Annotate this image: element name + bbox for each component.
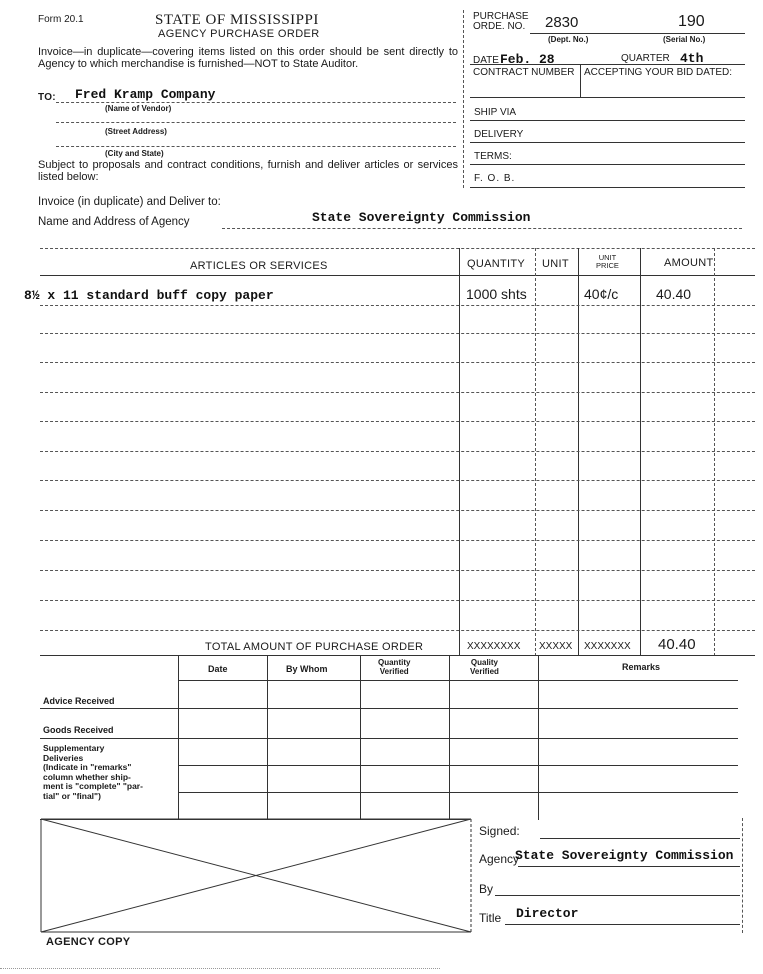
signed-label: Signed: bbox=[479, 824, 520, 838]
ship-via-line bbox=[470, 120, 745, 121]
col-line-quantity bbox=[459, 248, 460, 656]
col-unit-price-line1: UNIT bbox=[598, 253, 617, 262]
total-unit-x: XXXXX bbox=[539, 641, 573, 652]
col-quantity: QUANTITY bbox=[467, 258, 526, 270]
receipt-row-line bbox=[40, 708, 738, 709]
crossed-out-box bbox=[40, 818, 472, 933]
receipt-header-remarks: Remarks bbox=[622, 662, 661, 672]
quarter-value: 4th bbox=[680, 51, 704, 66]
accepting-bid-label: ACCEPTING YOUR BID DATED: bbox=[584, 67, 732, 78]
po-number-line bbox=[530, 33, 745, 34]
col-articles: ARTICLES OR SERVICES bbox=[190, 260, 328, 272]
signature-right-edge bbox=[742, 818, 743, 933]
item-amount: 40.40 bbox=[656, 286, 692, 302]
row-line bbox=[40, 510, 755, 511]
receipt-row-line bbox=[40, 738, 738, 739]
instructions: Invoice—in duplicate—covering items listed on this order should be sent directly to Agency to which merchandise is furnished—NOT to State Auditor. bbox=[38, 46, 458, 70]
ship-via-label: SHIP VIA bbox=[474, 107, 517, 118]
row-supplementary bbox=[43, 744, 143, 801]
row-line bbox=[40, 600, 755, 601]
agency-copy-label: AGENCY COPY bbox=[46, 936, 131, 948]
dept-number: 2830 bbox=[545, 14, 579, 31]
header-divider bbox=[463, 10, 464, 188]
agency-address-value: State Sovereignty Commission bbox=[312, 210, 531, 225]
agency-address-line bbox=[222, 228, 742, 229]
contract-divider bbox=[580, 64, 581, 97]
receipt-header-quality bbox=[470, 658, 499, 676]
agency-line bbox=[518, 866, 740, 867]
po-label bbox=[473, 12, 529, 32]
receipt-header-qty-line2: Verified bbox=[379, 667, 409, 676]
row-line bbox=[40, 630, 755, 631]
total-line bbox=[40, 655, 755, 656]
items-table-top bbox=[40, 248, 755, 249]
terms-line bbox=[470, 164, 745, 165]
vendor-name-line bbox=[56, 102, 456, 103]
date-value: Feb. 28 bbox=[500, 52, 555, 67]
by-label: By bbox=[479, 882, 494, 896]
fob-label: F. O. B. bbox=[474, 173, 516, 184]
row-goods-received: Goods Received bbox=[43, 725, 114, 735]
receipt-header-quality-line2: Verified bbox=[470, 667, 499, 676]
receipt-header-date: Date bbox=[208, 664, 228, 674]
vendor-name-caption: (Name of Vendor) bbox=[105, 104, 172, 113]
item-article: 8½ x 11 standard buff copy paper bbox=[24, 288, 274, 303]
receipt-header-quality-line1: Quality bbox=[470, 658, 499, 667]
by-line bbox=[495, 895, 740, 896]
subject-text: Subject to proposals and contract conditions, furnish and deliver articles or services listed below: bbox=[38, 159, 458, 183]
row-advice-received: Advice Received bbox=[43, 696, 115, 706]
fob-line bbox=[470, 187, 745, 188]
row-line bbox=[40, 333, 755, 334]
row-note-line4: tial" or "final") bbox=[43, 790, 101, 801]
total-amount: 40.40 bbox=[658, 636, 696, 653]
vendor-name: Fred Kramp Company bbox=[75, 87, 216, 102]
col-line-price bbox=[578, 248, 579, 656]
agency-value: State Sovereignty Commission bbox=[515, 848, 734, 863]
receipt-header-line bbox=[178, 680, 738, 681]
row-line bbox=[40, 362, 755, 363]
total-label: TOTAL AMOUNT OF PURCHASE ORDER bbox=[205, 641, 424, 653]
serial-caption: (Serial No.) bbox=[663, 35, 706, 44]
form-title: AGENCY PURCHASE ORDER bbox=[158, 28, 320, 40]
agency-address-label: Name and Address of Agency bbox=[38, 216, 190, 228]
city-line bbox=[56, 146, 456, 147]
item-unit-price: 40¢/c bbox=[584, 286, 619, 302]
row-line bbox=[40, 540, 755, 541]
city-caption: (City and State) bbox=[105, 149, 164, 158]
terms-label: TERMS: bbox=[474, 151, 512, 162]
col-unit: UNIT bbox=[542, 258, 569, 270]
po-label-line1: PURCHASE bbox=[473, 11, 529, 22]
title-line bbox=[505, 924, 740, 925]
signed-line bbox=[540, 838, 740, 839]
col-amount: AMOUNT bbox=[664, 257, 714, 269]
col-unit-price bbox=[596, 254, 619, 270]
row-supplementary-line1: Supplementary bbox=[43, 743, 105, 753]
row-line bbox=[40, 421, 755, 422]
date-line bbox=[470, 64, 745, 65]
receipt-header-bywhom: By Whom bbox=[286, 664, 328, 674]
col-unit-price-line2: PRICE bbox=[596, 261, 619, 270]
quarter-label: QUARTER bbox=[621, 53, 670, 64]
items-header-line bbox=[40, 275, 755, 276]
receipt-row-line bbox=[178, 765, 738, 766]
total-price-x: XXXXXXX bbox=[584, 641, 631, 652]
row-note-line3: ment is "complete" "par- bbox=[43, 781, 143, 791]
col-line-amount bbox=[640, 248, 641, 656]
row-line bbox=[40, 570, 755, 571]
title-label: Title bbox=[479, 911, 502, 925]
row-line bbox=[40, 451, 755, 452]
dept-caption: (Dept. No.) bbox=[548, 35, 589, 44]
title-value: Director bbox=[516, 906, 579, 921]
receipt-header-qty-line1: Quantity bbox=[378, 658, 411, 667]
po-label-line2: ORDE. NO. bbox=[473, 21, 526, 32]
receipt-header-qty bbox=[378, 658, 410, 676]
col-line-unit bbox=[535, 248, 536, 656]
serial-number: 190 bbox=[678, 13, 705, 30]
receipt-row-line bbox=[178, 792, 738, 793]
delivery-label: DELIVERY bbox=[474, 129, 524, 140]
delivery-line bbox=[470, 142, 745, 143]
row-supplementary-line2: Deliveries bbox=[43, 752, 84, 763]
row-note-line2: column whether ship- bbox=[43, 771, 131, 782]
row-line bbox=[40, 305, 755, 306]
contract-number-label: CONTRACT NUMBER bbox=[473, 67, 575, 78]
state-title: STATE OF MISSISSIPPI bbox=[155, 12, 319, 28]
form-number: Form 20.1 bbox=[38, 14, 84, 25]
page-bottom-edge bbox=[0, 968, 440, 969]
item-quantity: 1000 shts bbox=[466, 286, 527, 302]
contract-line bbox=[470, 97, 745, 98]
col-line-right bbox=[714, 248, 715, 656]
agency-label: Agency bbox=[479, 852, 520, 866]
invoice-deliver-line: Invoice (in duplicate) and Deliver to: bbox=[38, 196, 221, 208]
row-line bbox=[40, 480, 755, 481]
street-caption: (Street Address) bbox=[105, 127, 167, 136]
row-line bbox=[40, 392, 755, 393]
street-line bbox=[56, 122, 456, 123]
row-note-line1: (Indicate in "remarks" bbox=[43, 762, 132, 772]
to-label: TO: bbox=[38, 92, 56, 103]
total-qty-x: XXXXXXXX bbox=[467, 641, 521, 652]
date-label: DATE bbox=[473, 55, 499, 66]
